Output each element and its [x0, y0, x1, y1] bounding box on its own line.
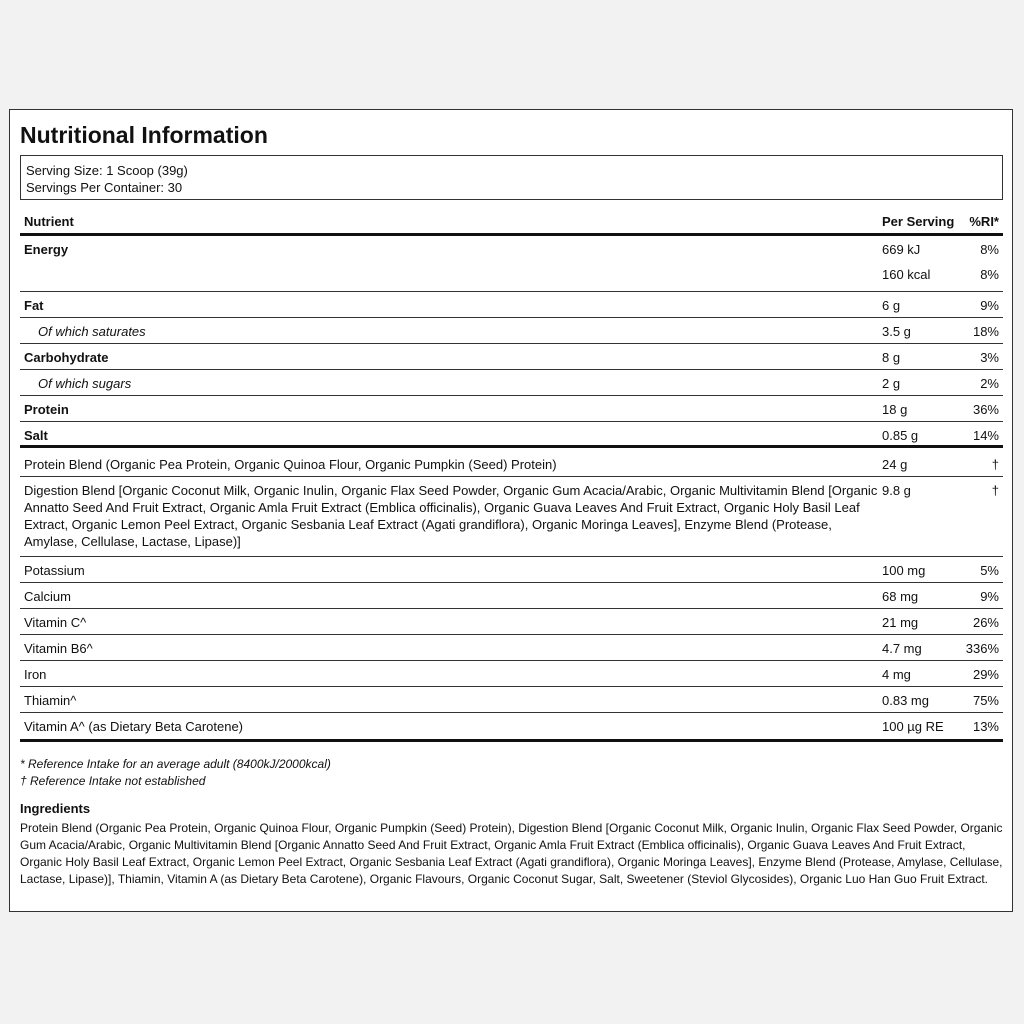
per-serving-value: 100 µg RE [882, 719, 944, 734]
table-row-potassium [20, 557, 1003, 583]
per-serving-value: 21 mg [882, 615, 919, 630]
nutrient-name: Of which sugars [38, 376, 132, 391]
ri-value: 3% [980, 350, 999, 365]
ri-value: 336% [965, 641, 999, 656]
per-serving-value: 18 g [882, 402, 908, 417]
ingredients-heading: Ingredients [20, 801, 91, 816]
table-row-sugars [20, 370, 1003, 396]
ingredients-text: Protein Blend (Organic Pea Protein, Organic Quinoa Flour, Organic Pumpkin (Seed) Protein), Digestion Blend [Organic Coconut Milk, Organic Inulin, Organic Flax Seed Powder, Organic Gum Acacia/Arabic, Organic Multivitamin Blend [Organic Annatto Seed And Fruit Extract, Organic Amla Fruit Extract (Emblica officinalis), Organic Guava Leaves And Fruit Extract, Organic Holy Basil Leaf Extract, Organic Lemon Peel Extract, Organic Sesbania Leaf Extract (Agati grandiflora), Organic Moringa Leaves], Enzyme Blend (Protease, Amylase, Cellulase, Lactase, Lipase)], Thiamin, Vitamin A (as Dietary Beta Carotene), Organic Flavours, Organic Coconut Sugar, Salt, Sweetener (Steviol Glycosides), Organic Luo Han Guo Fruit Extract. [20, 821, 1003, 886]
nutrient-name: Protein Blend (Organic Pea Protein, Organic Quinoa Flour, Organic Pumpkin (Seed) Protein) [24, 457, 557, 472]
nutrient-name: Protein [24, 402, 69, 417]
nutrition-panel [9, 109, 1013, 912]
table-header [20, 209, 1003, 236]
table-row-protein-blend [20, 451, 1003, 477]
nutrient-name: Salt [24, 428, 48, 443]
energy-kcal-ri: 8% [980, 267, 999, 282]
header-per-serving: Per Serving [882, 213, 955, 229]
ri-value: 5% [980, 563, 999, 578]
ri-value: 26% [972, 615, 999, 630]
table-row-vitamin-b6 [20, 635, 1003, 661]
nutrient-name: Vitamin A^ (as Dietary Beta Carotene) [24, 719, 244, 734]
table-row-carbohydrate [20, 344, 1003, 370]
nutrient-name: Vitamin C^ [24, 615, 87, 630]
serving-box [20, 155, 1003, 200]
header-nutrient: Nutrient [24, 213, 74, 229]
footnotes [20, 756, 331, 790]
per-serving-value: 3.5 g [882, 324, 911, 339]
per-serving-value: 2 g [882, 376, 901, 391]
ri-value: † [991, 483, 999, 498]
per-serving-value: 24 g [882, 457, 908, 472]
table-row-vitamin-a [20, 713, 1003, 742]
footnote-dagger: † Reference Intake not established [20, 774, 206, 788]
per-serving-value: 6 g [882, 298, 901, 313]
table-row-thiamin [20, 687, 1003, 713]
ri-value: 2% [980, 376, 999, 391]
page-title: Nutritional Information [20, 122, 268, 148]
table-row-saturates [20, 318, 1003, 344]
footnote-ri: * Reference Intake for an average adult (8400kJ/2000kcal) [20, 757, 331, 771]
servings-per-container: Servings Per Container: 30 [26, 180, 183, 195]
per-serving-value: 8 g [882, 350, 901, 365]
nutrient-name: Iron [24, 667, 47, 682]
nutrient-name: Energy [24, 242, 69, 257]
table-row-vitamin-c [20, 609, 1003, 635]
table-row-digestion-blend [20, 477, 1003, 557]
table-row-energy [20, 236, 1003, 292]
ri-value: 75% [972, 693, 999, 708]
nutrient-name: Carbohydrate [24, 350, 109, 365]
energy-kj-ri: 8% [980, 242, 999, 257]
per-serving-value: 0.85 g [882, 428, 919, 443]
ri-value: 13% [972, 719, 999, 734]
table-row-iron [20, 661, 1003, 687]
nutrient-name: Thiamin^ [24, 693, 77, 708]
nutrition-table [20, 209, 1003, 742]
ri-value: † [991, 457, 999, 472]
per-serving-value: 4 mg [882, 667, 911, 682]
table-row-salt [20, 422, 1003, 448]
ri-value: 9% [980, 298, 999, 313]
ri-value: 9% [980, 589, 999, 604]
nutrient-name: Fat [24, 298, 44, 313]
per-serving-value: 68 mg [882, 589, 919, 604]
ri-value: 14% [972, 428, 999, 443]
table-row-calcium [20, 583, 1003, 609]
header-ri: %RI* [969, 213, 999, 229]
nutrient-name: Digestion Blend [Organic Coconut Milk, Organic Inulin, Organic Flax Seed Powder, Organic Gum Acacia/Arabic, Organic Multivitamin Blend [Organic Annatto Seed And Fruit Extract, Organic Amla Fruit Extract (Emblica officinalis), Organic Guava Leaves And Fruit Extract, Organic Holy Basil Leaf Extract, Organic Lemon Peel Extract, Organic Sesbania Leaf Extract (Agati grandiflora), Organic Moringa Leaves], Enzyme Blend (Protease, Amylase, Cellulase, Lactase, Lipase)] [24, 483, 878, 549]
energy-kcal: 160 kcal [882, 267, 931, 282]
per-serving-value: 4.7 mg [882, 641, 922, 656]
ri-value: 18% [972, 324, 999, 339]
energy-kj: 669 kJ [882, 242, 921, 257]
nutrient-name: Vitamin B6^ [24, 641, 93, 656]
table-row-fat [20, 292, 1003, 318]
ri-value: 29% [972, 667, 999, 682]
nutrient-name: Of which saturates [38, 324, 146, 339]
ri-value: 36% [972, 402, 999, 417]
nutrient-name: Potassium [24, 563, 85, 578]
table-row-protein [20, 396, 1003, 422]
serving-size: Serving Size: 1 Scoop (39g) [26, 163, 188, 178]
per-serving-value: 9.8 g [882, 483, 911, 498]
per-serving-value: 100 mg [882, 563, 926, 578]
nutrient-name: Calcium [24, 589, 71, 604]
per-serving-value: 0.83 mg [882, 693, 929, 708]
